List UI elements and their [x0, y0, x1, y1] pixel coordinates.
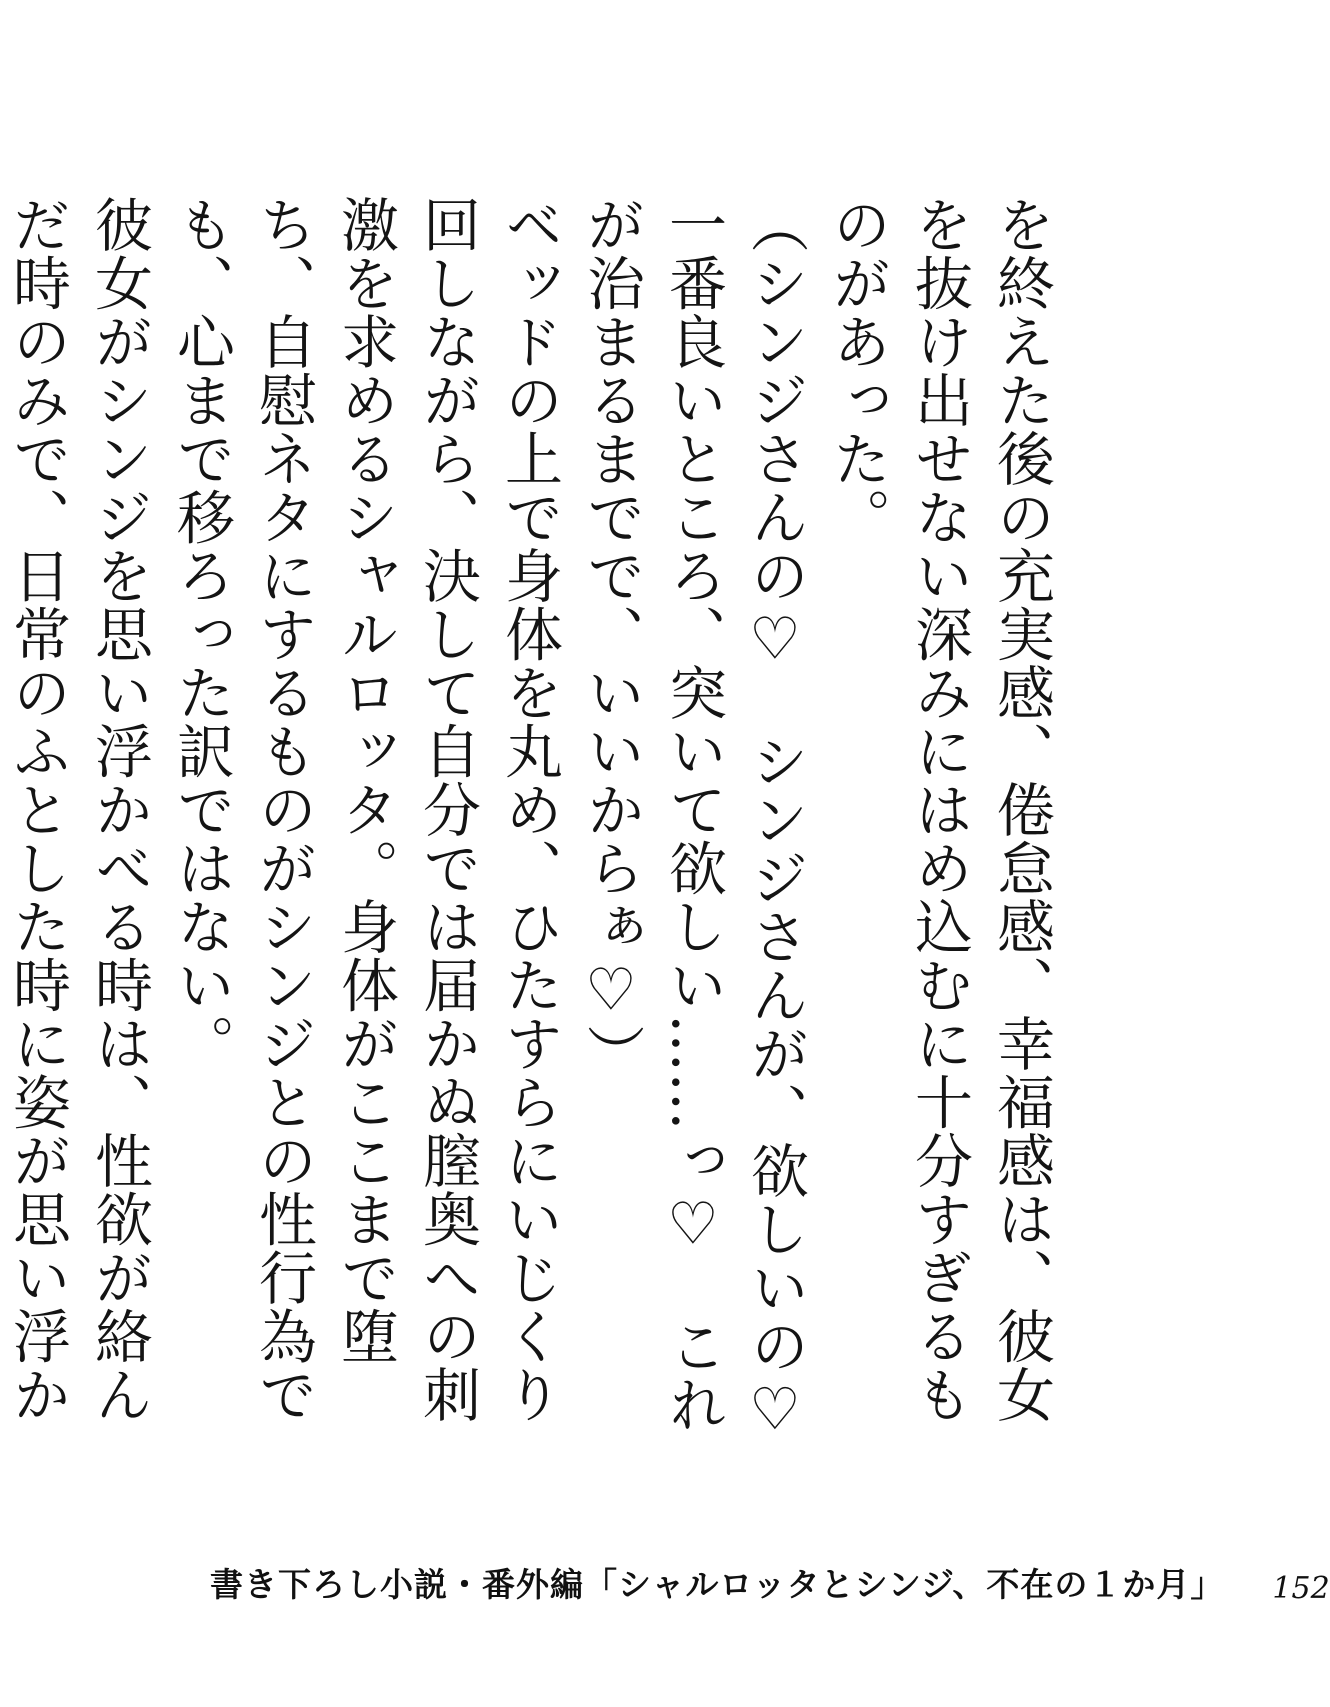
running-head: 書き下ろし小説・番外編「シャルロッタとシンジ、不在の１か月」	[210, 1565, 1225, 1604]
page-number: 152	[1272, 1571, 1330, 1606]
paragraph-2: （シンジさんの♡ シンジさんが、欲しいの♡ 一番良いところ、突いて欲しい……っ♡ これが治まるまでで、いいからぁ♡）	[577, 195, 809, 1502]
page-footer	[210, 1546, 1330, 1606]
paragraph-3: ベッドの上で身体を丸め、ひたすらにいじくり回しながら、決して自分では届かぬ膣奥への刺激を求めるシャルロッタ。身体がここまで堕ち、自慰ネタにするものがシンジとの性行為でも、心まで移ろった訳ではない。	[167, 195, 563, 1424]
paragraph-1: を終えた後の充実感、倦怠感、幸福感は、彼女を抜け出せない深みにはめ込むに十分すぎるものがあった。	[823, 195, 1055, 1424]
novel-body-text	[3, 195, 1062, 1502]
paragraph-4: 彼女がシンジを思い浮かべる時は、性欲が絡んだ時のみで、日常のふとした時に姿が思い浮か	[3, 195, 153, 1424]
